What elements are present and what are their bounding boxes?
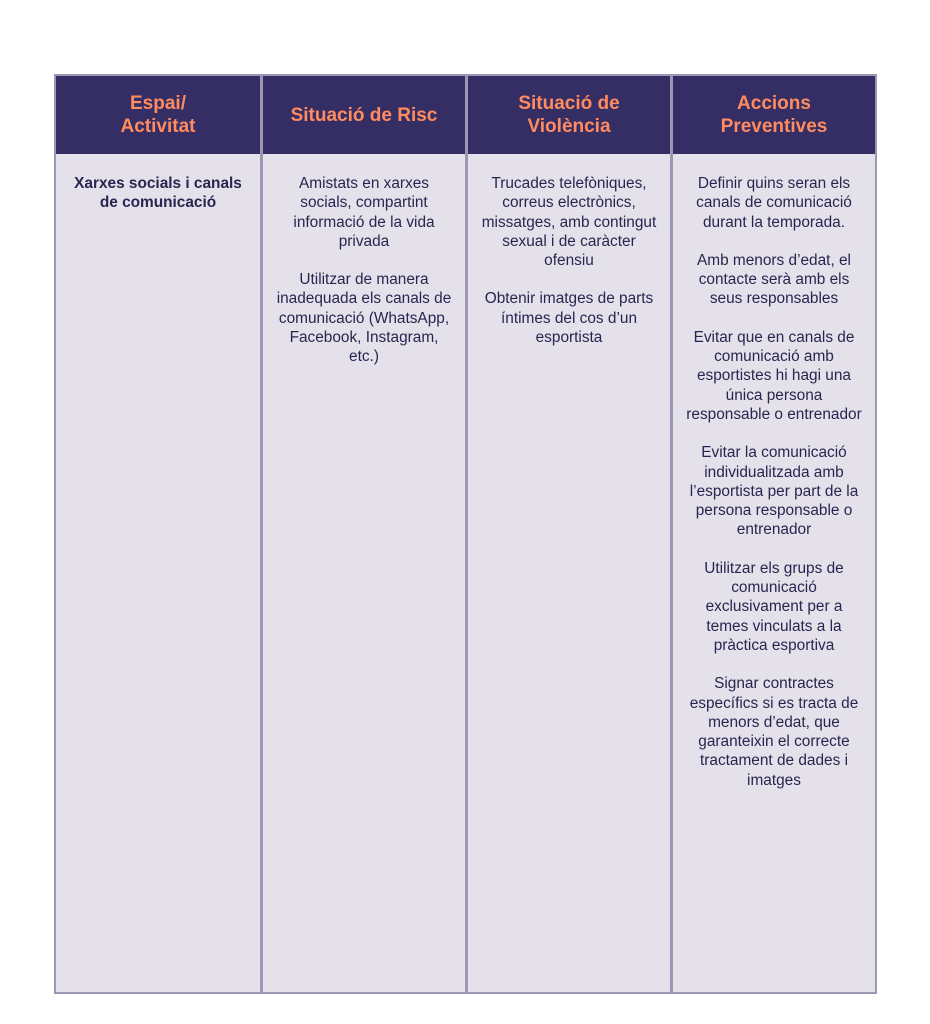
risk-item: Amistats en xarxes socials, compartint informació de la vida privada [293,175,435,250]
prevention-table [54,74,877,994]
cell-risk [263,154,468,992]
header-violence-situation: Situació de Violència [468,76,673,154]
header-space-activity: Espai/ Activitat [56,76,263,154]
cell-space [56,154,263,992]
action-item: Evitar la comunicació individualitzada amb l’esportista per part de la persona responsable o entrenador [689,444,859,539]
risk-item: Utilitzar de manera inadequada els canals de comunicació (WhatsApp, Facebook, Instagram, etc.) [276,271,452,366]
cell-actions [673,154,875,992]
action-item: Signar contractes específics si es tracta de menors d’edat, que garanteixin el correcte tractament de dades i imatges [689,675,859,789]
action-item: Amb menors d’edat, el contacte serà amb els seus responsables [697,251,851,308]
violence-item: Obtenir imatges de parts íntimes del cos d’un esportista [484,290,654,347]
space-title: Xarxes socials i canals de comunicació [74,175,242,212]
table-header-row [56,76,875,154]
header-preventive-actions: Accions Preventives [720,93,828,137]
table-row [56,154,875,992]
cell-violence [468,154,673,992]
action-item: Utilitzar els grups de comunicació exclusivament per a temes vinculats a la pràctica esportiva [704,559,844,654]
action-item: Definir quins seran els canals de comunicació durant la temporada. [696,175,852,231]
violence-item: Trucades telefòniques, correus electrònics, missatges, amb contingut sexual i de caràcter ofensiu [481,175,657,270]
header-risk-situation: Situació de Risc [263,76,468,154]
action-item: Evitar que en canals de comunicació amb esportistes hi hagi una única persona responsable o entrenador [686,328,862,423]
